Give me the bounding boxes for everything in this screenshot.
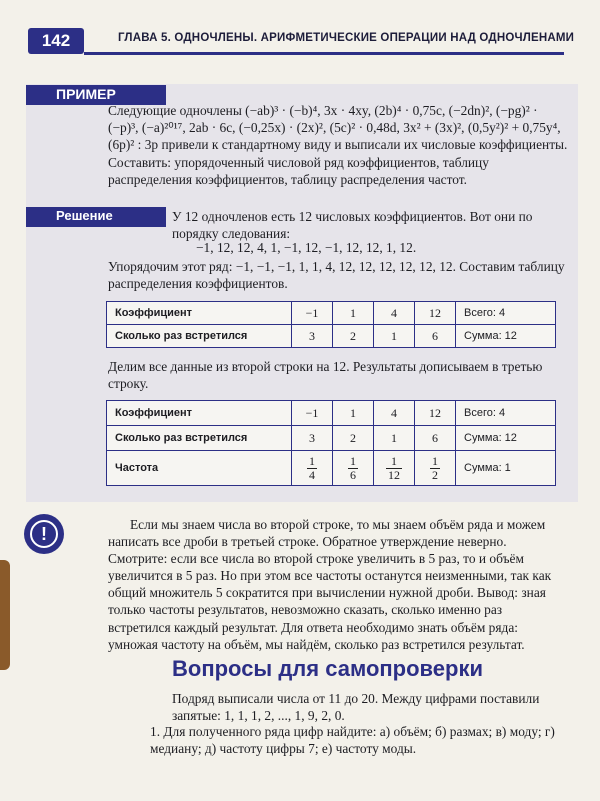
- fraction-denominator: 6: [350, 467, 356, 482]
- fraction-cell: [292, 451, 333, 486]
- table-total: Всего: 4: [456, 302, 556, 325]
- table-cell: 12: [415, 302, 456, 325]
- questions-title: Вопросы для самопроверки: [172, 656, 483, 681]
- solution-intro: У 12 одночленов есть 12 числовых коэффициентов. Вот они по порядку следования:: [172, 209, 533, 242]
- table-cell: 6: [415, 426, 456, 451]
- table-row: [107, 401, 556, 426]
- fraction-numerator: 1: [432, 453, 438, 468]
- page-edge-decoration: [0, 560, 10, 670]
- table-cell: 4: [374, 302, 415, 325]
- table-total: Всего: 4: [456, 401, 556, 426]
- table-row: [107, 426, 556, 451]
- table-cell: 1: [333, 401, 374, 426]
- fraction-cell: [374, 451, 415, 486]
- frequency-table: [106, 400, 556, 486]
- sorted-sequence-text: Упорядочим этот ряд: −1, −1, −1, 1, 1, 4, 12, 12, 12, 12, 12, 12. Составим таблицу распределения коэффициентов.: [108, 259, 565, 292]
- table-cell: 12: [415, 401, 456, 426]
- page-header: [0, 22, 600, 62]
- table-cell: 1: [374, 426, 415, 451]
- table-cell: 1: [374, 325, 415, 348]
- table-row-label: Коэффициент: [107, 302, 292, 325]
- note-text: [108, 516, 560, 653]
- table-cell: 1: [333, 302, 374, 325]
- fraction-cell: [415, 451, 456, 486]
- table-cell: 2: [333, 325, 374, 348]
- fraction-numerator: 1: [350, 453, 356, 468]
- fraction-denominator: 12: [388, 467, 400, 482]
- table-cell: −1: [292, 401, 333, 426]
- table-cell: 4: [374, 401, 415, 426]
- table-cell: 3: [292, 325, 333, 348]
- fraction-numerator: 1: [309, 453, 315, 468]
- table-row-label: Коэффициент: [107, 401, 292, 426]
- fraction-denominator: 2: [432, 467, 438, 482]
- table-cell: 6: [415, 325, 456, 348]
- example-text: Следующие одночлены (−ab)³ · (−b)⁴, 3x · 4xy, (2b)⁴ · 0,75c, (−2dn)², (−pg)² · (−p)³, (−a)²⁰¹⁷, 2ab · 6c, (−0,25x) · (2x)², (5c)² · 0,48d, 3x² + (3x)², (0,5y²)² + 0,75y⁴, (6p)² : 3p привели к стандартному виду и выписали их числовые коэффициенты. Составить: упорядоченный числовой ряд коэффициентов, таблицу распределения коэффициентов, таблицу распределения частот.: [108, 103, 568, 187]
- table-row-label: Сколько раз встретился: [107, 426, 292, 451]
- exclamation-icon: !: [24, 514, 64, 554]
- fraction-numerator: 1: [386, 455, 402, 469]
- solution-tag: Решение: [26, 207, 166, 227]
- question-1: 1. Для полученного ряда цифр найдите: а) объём; б) размах; в) моду; г) медиану; д) частоту цифры 7; е) частоту моды.: [150, 724, 555, 757]
- fraction-denominator: 4: [309, 467, 315, 482]
- table-row-label: Сколько раз встретился: [107, 325, 292, 348]
- table-sum: Сумма: 12: [456, 325, 556, 348]
- chapter-title: ГЛАВА 5. ОДНОЧЛЕНЫ. АРИФМЕТИЧЕСКИЕ ОПЕРАЦИИ НАД ОДНОЧЛЕНАМИ: [118, 32, 575, 44]
- header-rule: [84, 52, 564, 55]
- coefficient-sequence: −1, 12, 12, 4, 1, −1, 12, −1, 12, 12, 1, 12.: [196, 240, 417, 255]
- table-cell: 2: [333, 426, 374, 451]
- table-row: [107, 302, 556, 325]
- note-body: Если мы знаем числа во второй строке, то мы знаем объём ряда и можем написать все дроби в третьей строке. Обратное утверждение неверно. Смотрите: если все числа во второй строке увеличить в 5 раз, то и объём увеличится в 5 раз. Но при этом все частоты останутся неизменными, так как общий множитель 5 сократится при вычислении нужной дроби. Вывод: зная только частоты результатов, невозможно сказать, сколько именно раз встретился каждый результат. Для ответа необходимо знать объём ряда: умножая частоту на объём, мы найдём, сколько раз встретился результат.: [108, 517, 552, 652]
- example-tag: ПРИМЕР: [26, 85, 166, 105]
- table-cell: −1: [292, 302, 333, 325]
- fraction-cell: [333, 451, 374, 486]
- table-row: [107, 451, 556, 486]
- page-number: 142: [28, 28, 84, 54]
- table-row: [107, 325, 556, 348]
- table-row-label: Частота: [107, 451, 292, 486]
- table-sum: Сумма: 12: [456, 426, 556, 451]
- questions-intro: Подряд выписали числа от 11 до 20. Между цифрами поставили запятые: 1, 1, 1, 2, ..., 1, 9, 2, 0.: [172, 691, 540, 724]
- distribution-table: [106, 301, 556, 348]
- table-freq-sum: Сумма: 1: [456, 451, 556, 486]
- divide-text: Делим все данные из второй строки на 12. Результаты дописываем в третью строку.: [108, 359, 543, 392]
- table-cell: 3: [292, 426, 333, 451]
